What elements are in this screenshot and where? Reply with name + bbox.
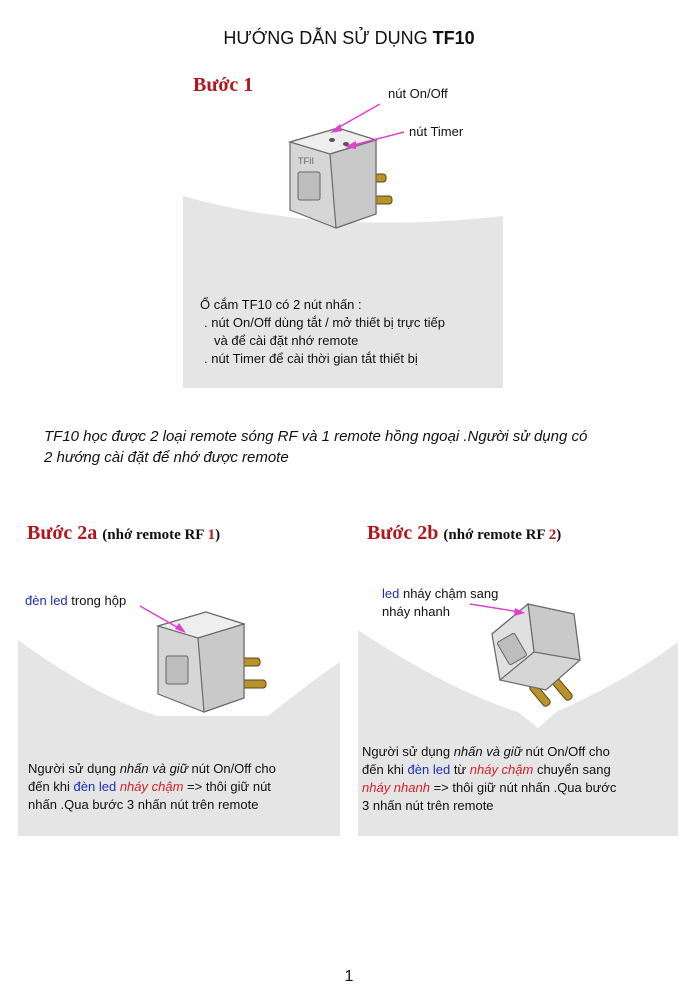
device-logo: TFII (298, 156, 314, 166)
step2a-line2: đến khi đèn led nháy chậm => thôi giữ nút (28, 779, 271, 794)
step2b-description (362, 743, 674, 815)
step2b-line2: đến khi đèn led từ nháy chậm chuyển sang (362, 762, 611, 777)
intro-line2: 2 hướng cài đặt để nhớ được remote (44, 449, 289, 466)
step2a-subtitle: (nhớ remote RF 1) (102, 527, 221, 543)
step2b-subtitle: (nhớ remote RF 2) (443, 527, 562, 543)
callout-onoff-label: nút On/Off (388, 86, 448, 101)
step2a-label: Bước 2a (27, 522, 98, 544)
intro-line1: TF10 học được 2 loại remote sóng RF và 1 remote hồng ngoại .Người sử dụng có (44, 428, 588, 445)
step2a-callout: đèn led trong hộp (25, 593, 127, 608)
step2b-label: Bước 2b (367, 522, 439, 544)
step2b-line3: nháy nhanh => thôi giữ nút nhấn .Qua bước (362, 780, 617, 795)
page-number: 1 (344, 968, 354, 985)
step2a-line3: nhấn .Qua bước 3 nhấn nút trên remote (28, 797, 259, 812)
step2a-line1: Người sử dụng nhấn và giữ nút On/Off cho (28, 761, 276, 776)
page-title: HƯỚNG DẪN SỬ DỤNG TF10 (223, 28, 475, 48)
callout-timer-label: nút Timer (409, 124, 464, 139)
step1-heading: Bước 1 (193, 74, 254, 96)
step2b-line1: Người sử dụng nhấn và giữ nút On/Off cho (362, 744, 610, 759)
step1-line3: và để cài đặt nhớ remote (214, 333, 359, 348)
step2a-description (28, 760, 333, 814)
step1-line1: Ổ cắm TF10 có 2 nút nhấn : (200, 297, 362, 312)
step2b-callout: led nháy chậm sang nháy nhanh (382, 586, 499, 619)
step2b-line4: 3 nhấn nút trên remote (362, 798, 494, 813)
step1-line2: . nút On/Off dùng tắt / mở thiết bị trực tiếp (204, 315, 445, 330)
step1-line4: . nút Timer để cài thời gian tắt thiết bị (204, 351, 418, 366)
